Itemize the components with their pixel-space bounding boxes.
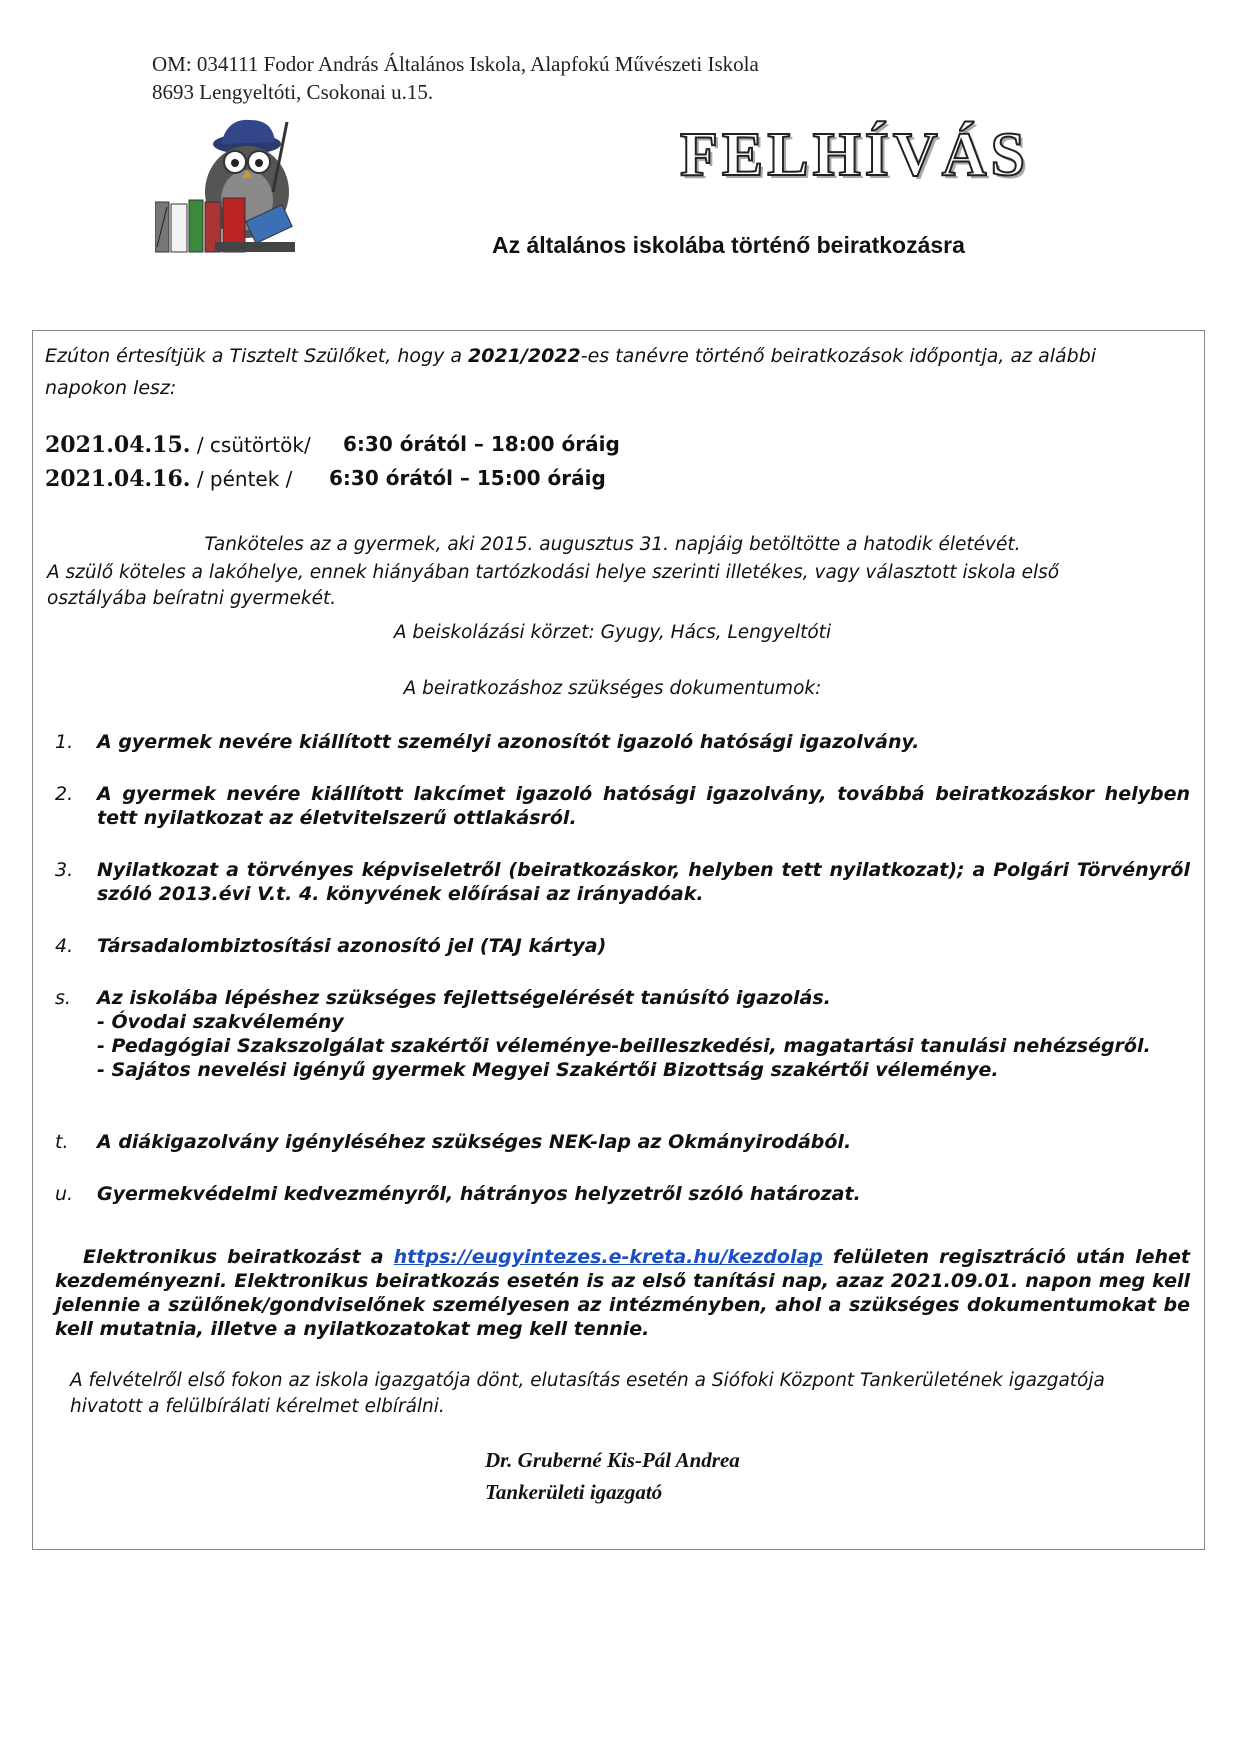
sub-item: - Sajátos nevelési igényű gyermek Megyei Szakértői Bizottság szakértői véleménye.	[97, 1059, 999, 1081]
documents-heading: A beiratkozáshoz szükséges dokumentumok:	[403, 678, 822, 699]
obligation-paragraph: A szülő köteles a lakóhelye, ennek hiányában tartózkodási helye szerinti illetékes, vagy választott iskola első osztályába beíratni gyermekét.	[47, 562, 1060, 609]
obligation-line: Tanköteles az a gyermek, aki 2015. augusztus 31. napjáig betöltötte a hatodik életévét.	[204, 534, 1021, 555]
sub-item: - Pedagógiai Szakszolgálat szakértői véleménye-beilleszkedési, magatartási tanulási nehézségről.	[97, 1035, 1151, 1057]
electronic-enrollment-paragraph: Elektronikus beiratkozást a https://eugyintezes.e-kreta.hu/kezdolap felületen regisztráció után lehet kezdeményezni. Elektronikus beiratkozás esetén is az első tanítási nap, azaz 2021.09.01. napon meg kell jelennie a szülőnek/gondviselőnek személyesen az intézményben, ahol a szükséges dokumentumokat be kell mutatnia, illetve a nyilatkozatokat meg kell tennie.	[55, 1246, 1190, 1340]
page-title: FELHÍVÁS	[680, 121, 1029, 189]
list-item: t. A diákigazolvány igényléséhez szükséges NEK-lap az Okmányirodából.	[55, 1131, 852, 1153]
signature-block	[485, 1444, 740, 1508]
enrollment-day: / péntek /	[196, 467, 293, 491]
page-subtitle: Az általános iskolába történő beiratkozásra	[492, 232, 965, 258]
school-district: A beiskolázási körzet: Gyugy, Hács, Lengyeltóti	[393, 622, 832, 643]
enrollment-date-row	[45, 466, 606, 492]
list-item: 1. A gyermek nevére kiállított személyi azonosítót igazoló hatósági igazolvány.	[55, 731, 920, 753]
school-address: 8693 Lengyeltóti, Csokonai u.15.	[152, 80, 434, 104]
school-header	[152, 50, 759, 106]
enrollment-day: / csütörtök/	[196, 433, 311, 457]
list-item: u. Gyermekvédelmi kedvezményről, hátrányos helyzetről szóló határozat.	[55, 1183, 861, 1205]
enrollment-time: 6:30 órától – 18:00 óráig	[343, 432, 620, 456]
decision-paragraph: A felvételről első fokon az iskola igazgatója dönt, elutasítás esetén a Siófoki Központ Tankerületének igazgatója hivatott a felülbírálati kérelmet elbírálni.	[70, 1370, 1105, 1417]
enrollment-portal-link[interactable]: https://eugyintezes.e-kreta.hu/kezdolap	[393, 1246, 823, 1268]
signatory-name: Dr. Gruberné Kis-Pál Andrea	[485, 1448, 740, 1472]
list-item: 3. Nyilatkozat a törvényes képviseletről (beiratkozáskor, helyben tett nyilatkozat); a Polgári Törvényről szóló 2013.évi V.t. 4. könyvének előírásai az irányadóak.	[55, 859, 1190, 905]
enrollment-date: 2021.04.16.	[45, 466, 191, 492]
list-item: s. Az iskolába lépéshez szükséges fejlettségelérését tanúsító igazolás. - Óvodai szakvélemény - Pedagógiai Szakszolgálat szakértői véleménye-beilleszkedési, magatartási tanulási nehézségről. - Sajátos nevelési igényű gyermek Megyei Szakértői Bizottság szakértői véleménye.	[55, 986, 1190, 1082]
enrollment-time: 6:30 órától – 15:00 óráig	[329, 466, 606, 490]
list-item: 2. A gyermek nevére kiállított lakcímet igazoló hatósági igazolvány, továbbá beiratkozáskor helyben tett nyilatkozat az életvitelszerű ottlakásról.	[55, 783, 1190, 829]
school-year: 2021/2022	[468, 345, 581, 367]
enrollment-date-row	[45, 432, 620, 458]
intro-paragraph: Ezúton értesítjük a Tisztelt Szülőket, hogy a 2021/2022-es tanévre történő beiratkozások időpontja, az alábbi napokon lesz:	[45, 345, 1097, 399]
enrollment-date: 2021.04.15.	[45, 432, 191, 458]
sub-item: - Óvodai szakvélemény	[97, 1011, 344, 1033]
school-logo-owl	[155, 112, 315, 272]
signatory-role: Tankerületi igazgató	[485, 1480, 663, 1504]
school-name: OM: 034111 Fodor András Általános Iskola, Alapfokú Művészeti Iskola	[152, 52, 759, 76]
list-item: 4. Társadalombiztosítási azonosító jel (TAJ kártya)	[55, 935, 607, 957]
